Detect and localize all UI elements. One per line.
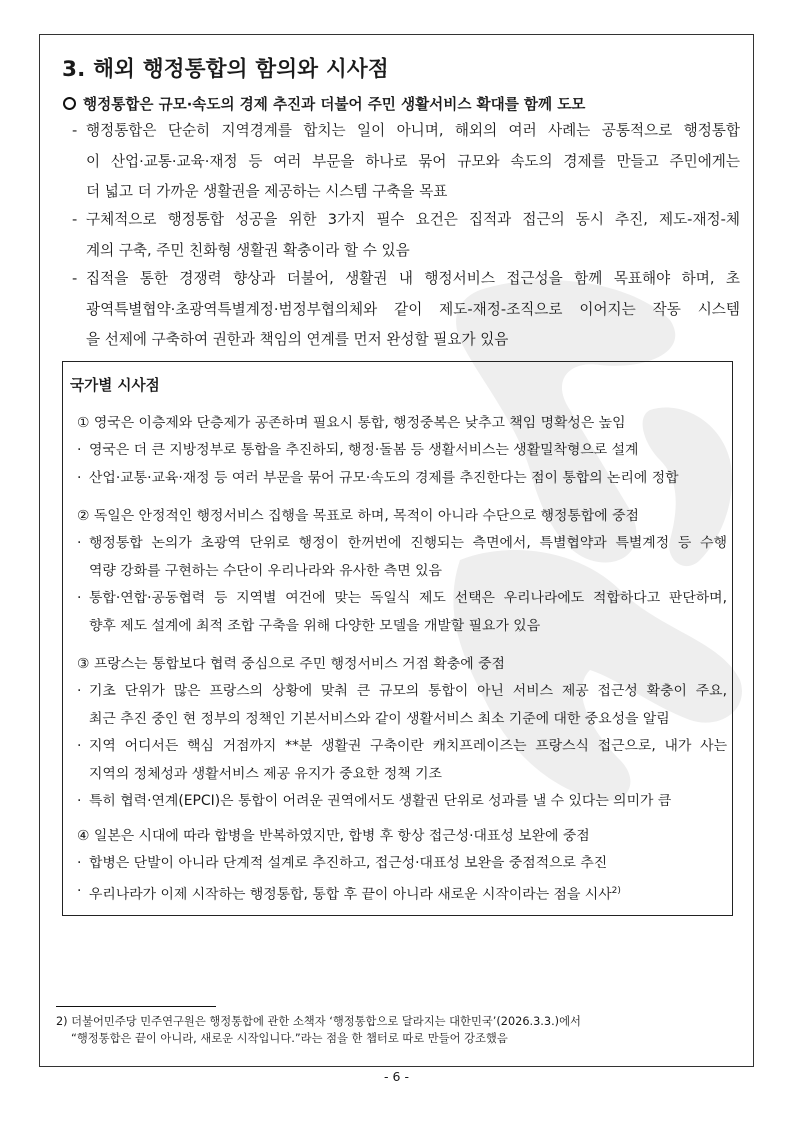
section-item: 특히 협력·연계(EPCI)은 통합이 어려운 권역에서도 생활권 단위로 성과를 낼 수 있다는 의미가 큼 <box>89 793 672 809</box>
section-item: 최근 추진 중인 현 정부의 정책인 기본서비스와 같이 생활서비스 최소 기준에 대한 중요성을 알림 <box>89 710 670 727</box>
section-heading: 3. 해외 행정통합의 함의와 시사점 <box>62 57 389 82</box>
section-france <box>77 651 727 816</box>
section-head: ① 영국은 이층제와 단층제가 공존하며 필요시 통합, 행정중복은 낮추고 책임 명확성은 높임 <box>77 415 626 431</box>
paragraph-line: 이 산업·교통·교육·재정 등 여러 부문을 하나로 묶어 규모와 속도의 경제를 만들고 주민에게는 <box>86 152 740 170</box>
dash-marker: - <box>72 122 78 139</box>
section-item: 산업·교통·교육·재정 등 여러 부문을 묶어 규모·속도의 경제를 추진한다는 점이 통합의 논리에 정합 <box>89 469 679 486</box>
dot-marker: · <box>77 535 82 551</box>
section-item: 향후 제도 설계에 최적 조합 구축을 위해 다양한 모델을 개발할 필요가 있음 <box>89 617 541 634</box>
summary-bullet <box>63 93 585 114</box>
paragraph-line: 광역특별협약·초광역특별계정·범정부협의체와 같이 제도-재정-조직으로 이어지는 작동 시스템 <box>86 300 740 318</box>
dash-marker: - <box>72 211 78 228</box>
section-item: 합병은 단발이 아니라 단계적 설계로 추진하고, 접근성·대표성 보완을 중점적으로 추진 <box>89 855 608 871</box>
section-japan <box>77 823 727 909</box>
section-item: 통합·연합·공동협력 등 지역별 여건에 맞는 독일식 제도 선택은 우리나라에도 적합하다고 판단하며, <box>89 590 727 606</box>
paragraph-line: 을 선제에 구축하여 권한과 책임의 연계를 먼저 완성할 필요가 있음 <box>86 331 509 349</box>
footnote-ref[interactable]: 2) <box>611 885 621 896</box>
section-head: ③ 프랑스는 통합보다 협력 중심으로 주민 행정서비스 거점 확충에 중점 <box>77 656 505 672</box>
dot-marker: · <box>77 590 82 606</box>
dot-marker: · <box>77 793 82 809</box>
dot-marker: · <box>77 683 82 699</box>
dot-marker: · <box>77 442 82 458</box>
section-item: 지역 어디서든 핵심 거점까지 **분 생활권 구축이란 캐치프레이즈는 프랑스식 접근으로, 내가 사는 <box>89 738 727 754</box>
paragraph-line: 집적을 통한 경쟁력 향상과 더불어, 생활권 내 행정서비스 접근성을 함께 목표해야 하며, 초 <box>86 270 740 287</box>
footnote-divider <box>56 1006 216 1007</box>
section-item: 우리나라가 이제 시작하는 행정통합, 통합 후 끝이 아니라 새로운 시작이라는 점을 시사 <box>89 886 612 903</box>
page-number: - 6 - <box>384 1069 409 1084</box>
section-head: ④ 일본은 시대에 따라 합병을 반복하였지만, 합병 후 항상 접근성·대표성 보완에 중점 <box>77 828 590 844</box>
section-item: 행정통합 논의가 초광역 단위로 행정이 한꺼번에 진행되는 측면에서, 특별협약과 특별계정 등 수행 <box>89 535 727 551</box>
section-uk <box>77 410 727 492</box>
paragraph-line: 계의 구축, 주민 친화형 생활권 확충이라 할 수 있음 <box>86 241 410 259</box>
summary-text: 행정통합은 규모·속도의 경제 추진과 더불어 주민 생활서비스 확대를 함께 도모 <box>83 96 586 113</box>
paragraph-2 <box>72 205 740 266</box>
footnote-line: “행정통합은 끝이 아니라, 새로운 시작입니다.”라는 점을 한 챕터로 따로 만들어 강조했음 <box>71 1032 508 1045</box>
dot-marker: · <box>77 738 82 754</box>
dot-marker: · <box>77 855 82 871</box>
circle-bullet-icon <box>63 97 76 110</box>
section-item: 기초 단위가 많은 프랑스의 상황에 맞춰 큰 규모의 통합이 아닌 서비스 제공 접근성 확충이 주요, <box>89 683 727 699</box>
dot-marker: · <box>77 469 82 486</box>
section-germany <box>77 503 727 640</box>
dash-marker: - <box>72 270 78 287</box>
paragraph-1 <box>72 116 740 208</box>
paragraph-line: 행정통합은 단순히 지역경계를 합치는 일이 아니며, 해외의 여러 사례는 공통적으로 행정통합 <box>86 122 740 139</box>
section-item: 지역의 정체성과 생활서비스 제공 유지가 중요한 정책 기조 <box>89 765 442 782</box>
paragraph-3 <box>72 264 740 356</box>
paragraph-line: 더 넓고 더 가까운 생활권을 제공하는 시스템 구축을 목표 <box>86 183 448 201</box>
dot-marker: · <box>77 882 82 899</box>
section-head: ② 독일은 안정적인 행정서비스 집행을 목표로 하며, 목적이 아니라 수단으로 행정통합에 중점 <box>77 508 639 524</box>
box-title: 국가별 시사점 <box>70 377 160 394</box>
section-item: 영국은 더 큰 지방정부로 통합을 추진하되, 행정·돌봄 등 생활서비스는 생활밀착형으로 설계 <box>89 442 639 458</box>
section-item: 역량 강화를 구현하는 수단이 우리나라와 유사한 측면 있음 <box>89 562 442 579</box>
footnote-line: 2) 더불어민주당 민주연구원은 행정통합에 관한 소책자 ‘행정통합으로 달라지는 대한민국’(2026.3.3.)에서 <box>56 1015 581 1028</box>
footnote <box>56 1013 736 1047</box>
paragraph-line: 구체적으로 행정통합 성공을 위한 3가지 필수 요건은 집적과 접근의 동시 추진, 제도-재정-체 <box>86 211 740 228</box>
